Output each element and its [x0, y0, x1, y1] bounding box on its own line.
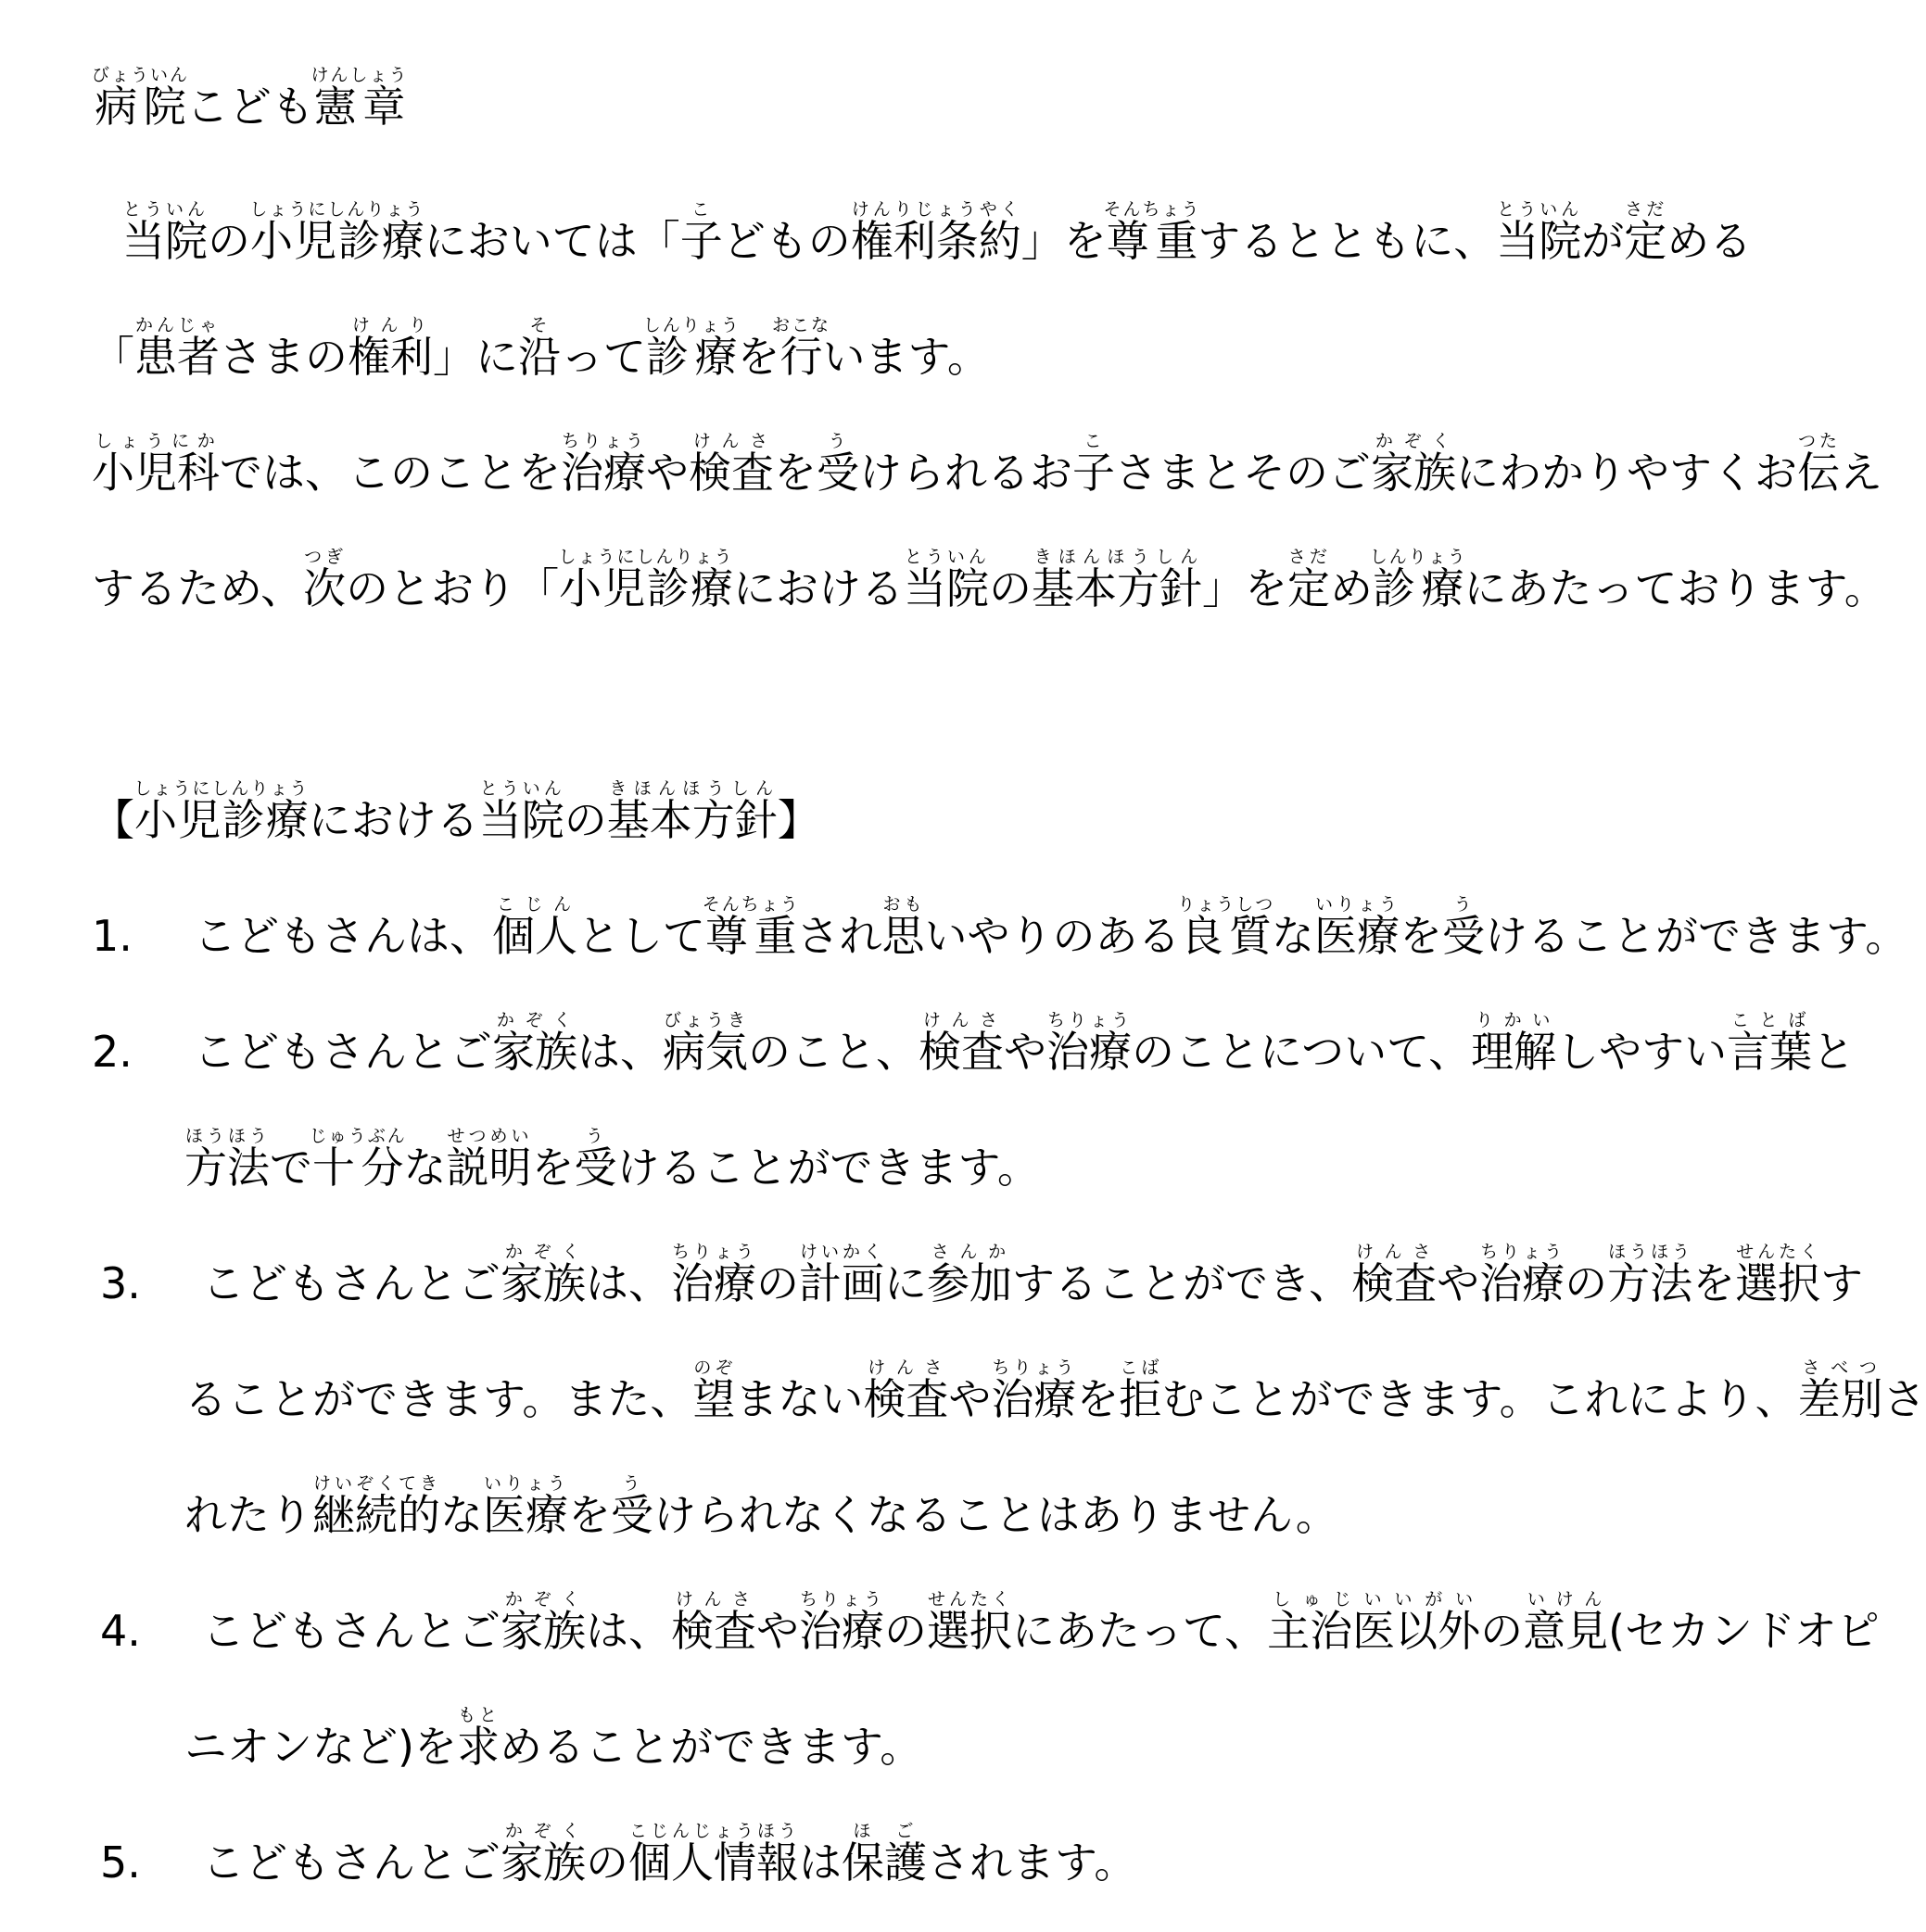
intro-line-1: 当院とういんの小児診療しょうにしんりょうにおいては「子こどもの権利条約けんりじょうやく」を尊重そんちょうするとともに、当院とういんが定さだめる — [122, 199, 1753, 266]
policy-item-3-continued-2: れたり継続的けいぞくてきな医療いりょうを受うけられなくなることはありません。 — [184, 1473, 1338, 1540]
intro-line-3: 小児科しょうにかでは、このことを治療ちりょうや検査けんさを受うけられるお子こさまとそのご家族かぞくにわかりやすくお伝つたえ — [92, 431, 1882, 498]
policy-item-4-continued: ニオンなど)を求もとめることができます。 — [184, 1705, 923, 1772]
intro-line-4: するため、次つぎのとおり「小児診療しょうにしんりょうにおける当院とういんの基本方針きほんほうしん」を定さだめ診療しんりょうにあたっております。 — [92, 547, 1887, 613]
policy-item-3-continued: ることができます。また、望のぞまない検査けんさや治療ちりょうを拒こばむことができます。これにより、差別さべつさ — [184, 1357, 1926, 1424]
intro-line-2: 「患者かんじゃさまの権利けんり」に沿そって診療しんりょうを行おこないます。 — [92, 315, 990, 382]
item-number: 1. — [92, 911, 133, 961]
item-number: 3. — [100, 1258, 141, 1308]
item-number: 5. — [100, 1837, 141, 1888]
policy-item-5: 5. こどもさんとご家族かぞくの個人情報こじんじょうほうは保護ほごされます。 — [100, 1821, 1137, 1888]
policy-item-2: 2. こどもさんとご家族かぞくは、病気びょうきのこと、検査けんさや治療ちりょうのことについて、理解りかいしやすい言葉ことばと — [92, 1010, 1856, 1077]
policy-heading: 【小児診療しょうにしんりょうにおける当院とういんの基本方針きほんほうしん】 — [92, 778, 820, 845]
document-title: 病院びょういんこども憲章けんしょう — [92, 65, 409, 132]
policy-item-1: 1. こどもさんは、個人こじんとして尊重そんちょうされ思おもいやりのある良質りょうしつな医療いりょうを受うけることができます。 — [92, 894, 1908, 961]
policy-item-4: 4. こどもさんとご家族かぞくは、検査けんさや治療ちりょうの選択せんたくにあたって、主治医以外しゅじいいがいの意見いけん(セカンドオピ — [100, 1589, 1880, 1656]
item-number: 4. — [100, 1606, 141, 1656]
item-number: 2. — [92, 1027, 133, 1077]
policy-item-2-continued: 方法ほうほうで十分じゅうぶんな説明せつめいを受うけることができます。 — [184, 1126, 1040, 1193]
policy-item-3: 3. こどもさんとご家族かぞくは、治療ちりょうの計画けいかくに参加さんかすることができ、検査けんさや治療ちりょうの方法ほうほうを選択せんたくす — [100, 1242, 1864, 1308]
